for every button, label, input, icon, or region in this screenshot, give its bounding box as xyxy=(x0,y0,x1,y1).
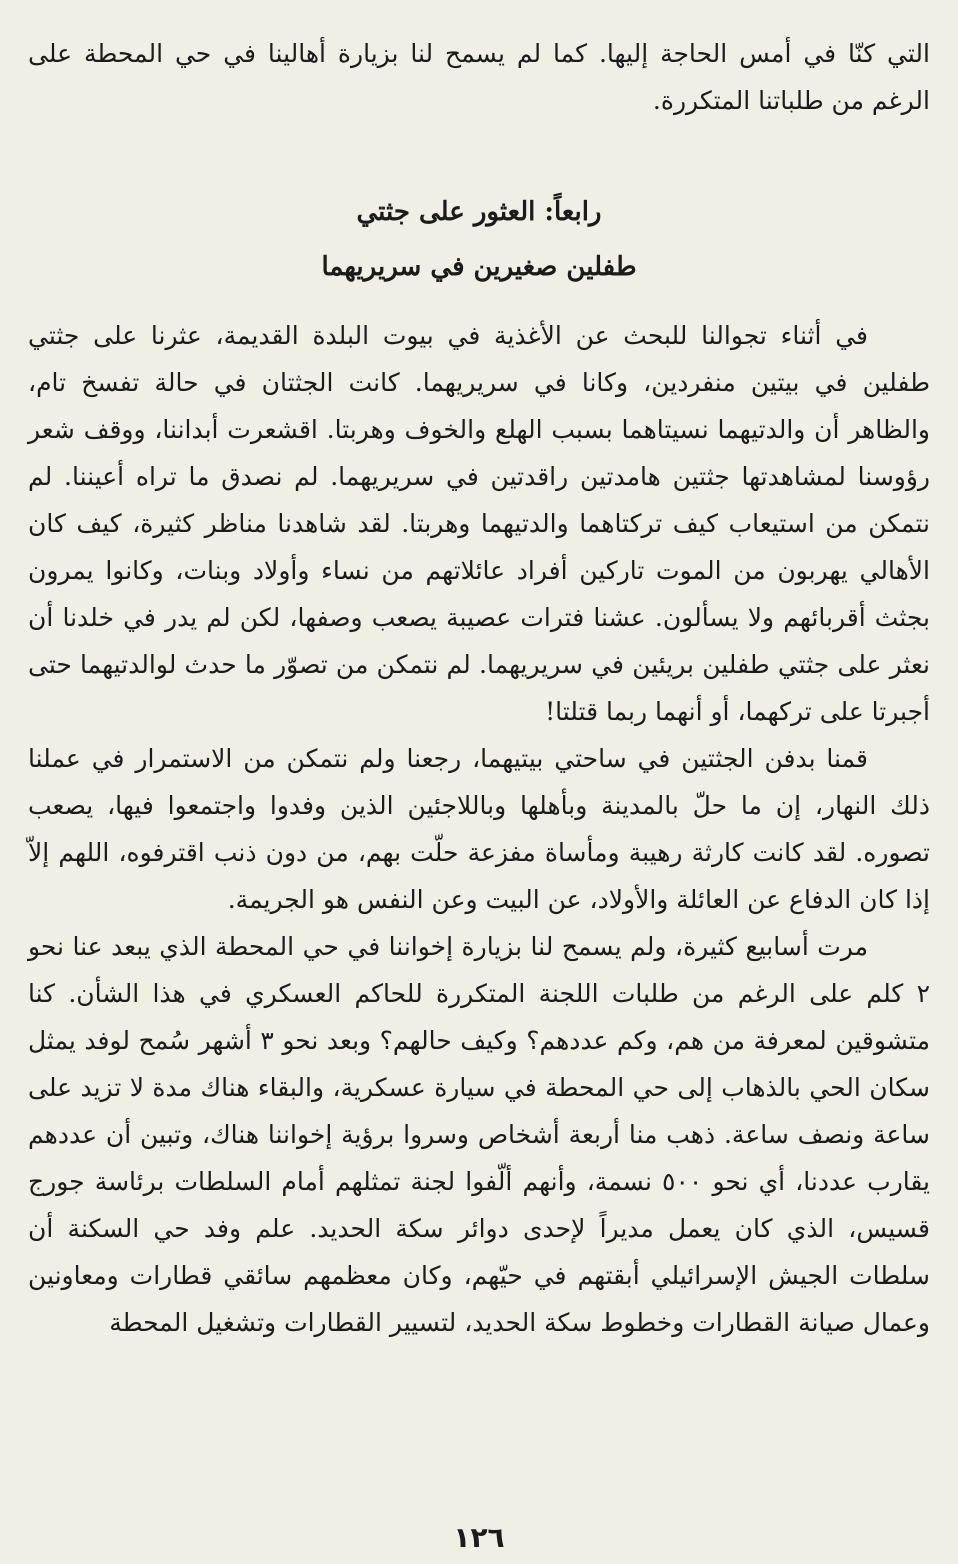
paragraph-2: قمنا بدفن الجثتين في ساحتي بيتيهما، رجعنا ولم نتمكن من الاستمرار في عملنا ذلك النهار، إن ما حلّ بالمدينة وبأهلها وباللاجئين الذين وفدوا واجتمعوا فيها، يصعب تصوره. لقد كانت كارثة رهيبة ومأساة مفزعة حلّت بهم، من دون ذنب اقترفوه، اللهم إلاّ إذا كان الدفاع عن العائلة والأولاد، عن البيت وعن النفس هو الجريمة. xyxy=(28,744,930,914)
body-text xyxy=(28,312,930,1346)
page-number: ١٢٦ xyxy=(453,1521,505,1554)
section-heading-line-1: رابعاً: العثور على جثتي xyxy=(356,197,602,227)
section-heading-line-2: طفلين صغيرين في سريريهما xyxy=(321,252,637,282)
paragraph-1: في أثناء تجوالنا للبحث عن الأغذية في بيوت البلدة القديمة، عثرنا على جثتي طفلين في بيتين منفردين، وكانا في سريريهما. كانت الجثتان في حالة تفسخ تام، والظاهر أن والدتيهما نسيتاهما بسبب الهلع والخوف وهربتا. اقشعرت أبداننا، ووقف شعر رؤوسنا لمشاهدتها جثتين هامدتين راقدتين في سريريهما. لم نصدق ما تراه أعيننا. لم نتمكن من استيعاب كيف تركتاهما والدتيهما وهربتا. لقد شاهدنا مناظر كثيرة، كيف كان الأهالي يهربون من الموت تاركين أفراد عائلاتهم من نساء وأولاد وبنات، وكانوا يمرون بجثث أقربائهم ولا يسألون. عشنا فترات عصيبة يصعب وصفها، لكن لم يدر في خلدنا أن نعثر على جثتي طفلين بريئين في سريريهما. لم نتمكن من تصوّر ما حدث لوالدتيهما حتى أجبرتا على تركهما، أو أنهما ربما قتلتا! xyxy=(28,321,930,726)
intro-paragraph: التي كنّا في أمس الحاجة إليها. كما لم يسمح لنا بزيارة أهالينا في حي المحطة على الرغم من طلباتنا المتكررة. xyxy=(28,39,930,115)
paragraph-3: مرت أسابيع كثيرة، ولم يسمح لنا بزيارة إخواننا في حي المحطة الذي يبعد عنا نحو ٢ كلم على الرغم من طلبات اللجنة المتكررة للحاكم العسكري في هذا الشأن. كنا متشوقين لمعرفة من هم، وكم عددهم؟ وكيف حالهم؟ وبعد نحو ٣ أشهر سُمح لوفد يمثل سكان الحي بالذهاب إلى حي المحطة في سيارة عسكرية، والبقاء هناك مدة لا تزيد على ساعة ونصف ساعة. ذهب منا أربعة أشخاص وسروا برؤية إخواننا هناك، وتبين أن عددهم يقارب عددنا، أي نحو ٥٠٠ نسمة، وأنهم ألّفوا لجنة تمثلهم أمام السلطات برئاسة جورج قسيس، الذي كان يعمل مديراً لإحدى دوائر سكة الحديد. علم وفد حي السكنة أن سلطات الجيش الإسرائيلي أبقتهم في حيّهم، وكان معظمهم سائقي قطارات ومعاونين وعمال صيانة القطارات وخطوط سكة الحديد، لتسيير القطارات وتشغيل المحطة xyxy=(28,932,931,1337)
